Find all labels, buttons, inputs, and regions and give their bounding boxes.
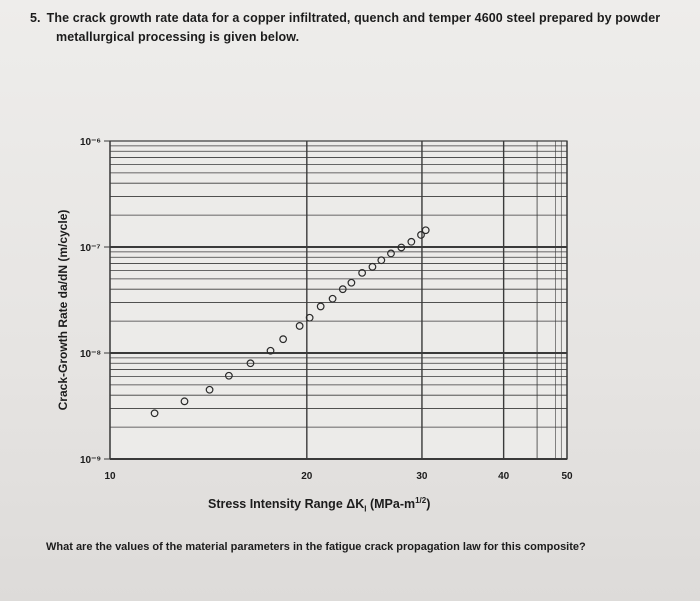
question-line-2: metallurgical processing is given below. bbox=[56, 30, 300, 44]
plot-area bbox=[110, 141, 567, 459]
x-axis-title-main: Stress Intensity Range ΔK bbox=[208, 497, 365, 512]
question-number: 5. bbox=[30, 11, 41, 25]
question-text-1: The crack growth rate data for a copper infiltrated, quench and temper 4600 steel prepared by powder bbox=[46, 11, 661, 25]
x-axis-title-exponent: 1/2 bbox=[415, 496, 427, 505]
x-tick-label: 30 bbox=[416, 471, 428, 482]
y-tick-label: 10⁻⁹ bbox=[80, 455, 102, 466]
x-axis-title-units: (MPa-m bbox=[366, 497, 416, 512]
x-tick-label: 20 bbox=[301, 471, 313, 482]
y-tick-label: 10⁻⁷ bbox=[80, 243, 101, 254]
footer-question: What are the values of the material parameters in the fatigue crack propagation law for this composite? bbox=[46, 541, 586, 553]
y-axis-title: Crack-Growth Rate da/dN (m/cycle) bbox=[56, 209, 70, 411]
x-tick-label: 40 bbox=[498, 471, 510, 482]
x-tick-label: 50 bbox=[561, 471, 573, 482]
y-tick-label: 10⁻⁸ bbox=[80, 349, 102, 360]
y-tick-label: 10⁻⁶ bbox=[80, 137, 102, 148]
x-axis-title-close: ) bbox=[426, 497, 431, 512]
x-axis-title-subscript: I bbox=[364, 504, 367, 514]
x-axis-title bbox=[208, 496, 430, 514]
x-tick-label: 10 bbox=[104, 471, 116, 482]
